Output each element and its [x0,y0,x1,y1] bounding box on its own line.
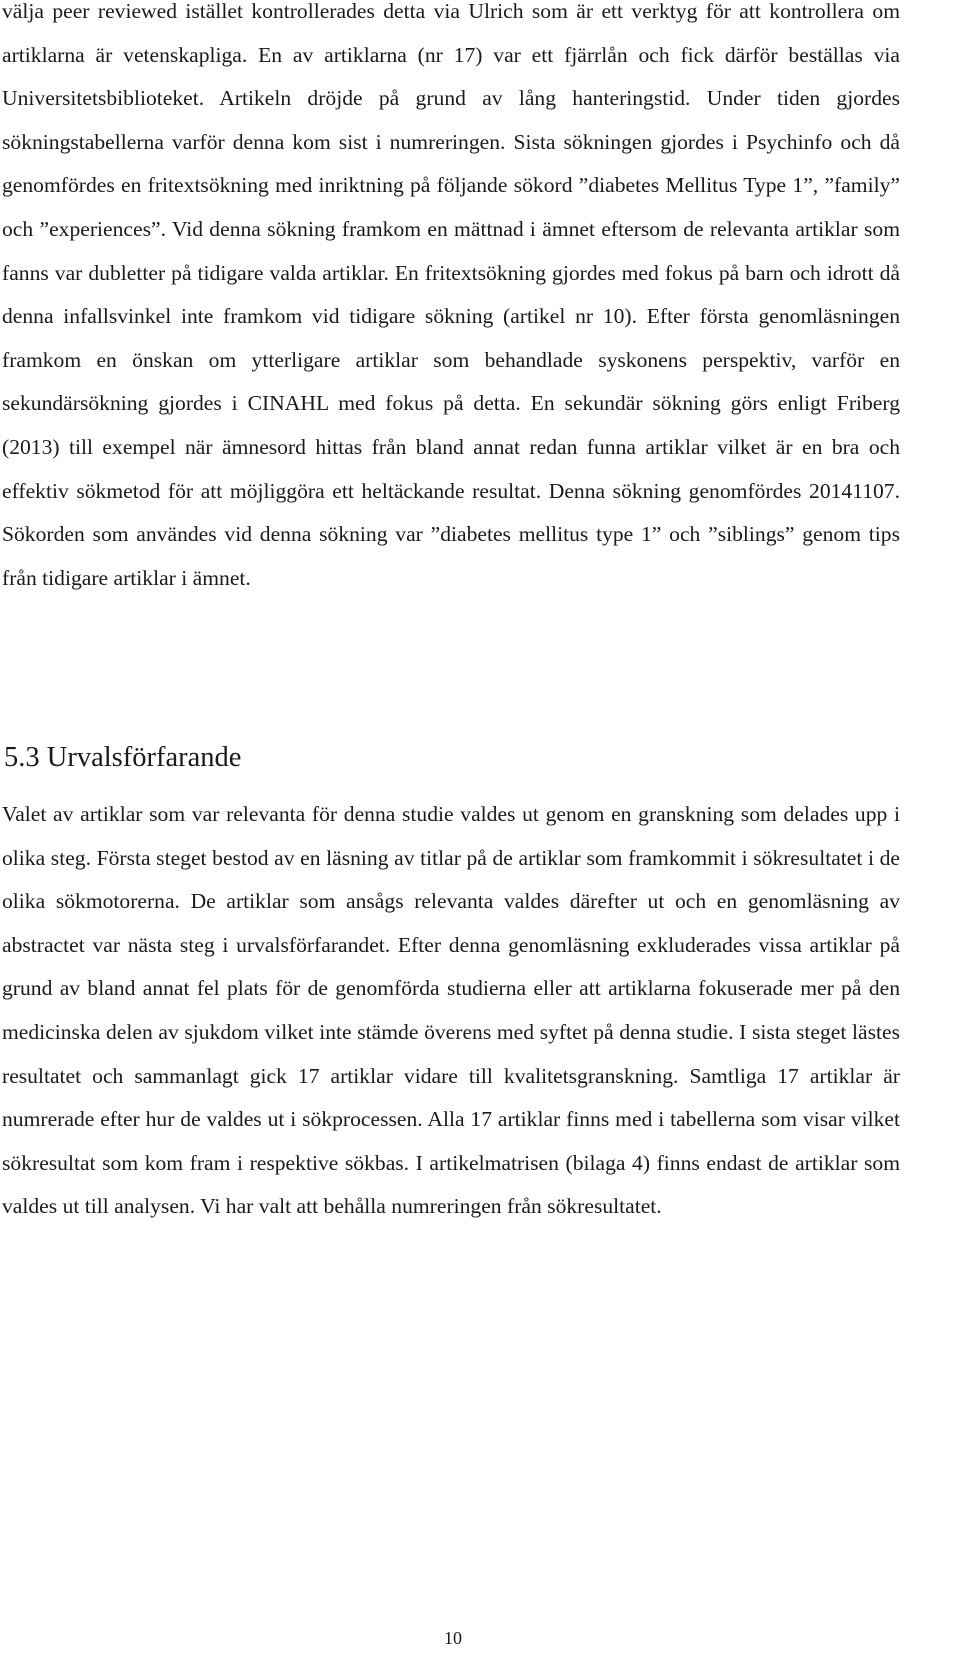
section-heading: 5.3 Urvalsförfarande [4,742,242,773]
body-paragraph-search-process: välja peer reviewed istället kontrollerades detta via Ulrich som är ett verktyg för att kontrollera om artiklarna är vetenskapliga. En av artiklarna (nr 17) var ett fjärrlån och fick därför beställas via Universitetsbiblioteket. Artikeln dröjde på grund av lång hanteringstid. Under tiden gjordes sökningstabellerna varför denna kom sist i numreringen. Sista sökningen gjordes i Psychinfo och då genomfördes en fritextsökning med inriktning på följande sökord ”diabetes Mellitus Type 1”, ”family” och ”experiences”. Vid denna sökning framkom en mättnad i ämnet eftersom de relevanta artiklar som fanns var dubletter på tidigare valda artiklar. En fritextsökning gjordes med fokus på barn och idrott då denna infallsvinkel inte framkom vid tidigare sökning (artikel nr 10). Efter första genomläsningen framkom en önskan om ytterligare artiklar som behandlade syskonens perspektiv, varför en sekundärsökning gjordes i CINAHL med fokus på detta. En sekundär sökning görs enligt Friberg (2013) till exempel när ämnesord hittas från bland annat redan funna artiklar vilket är en bra och effektiv sökmetod för att möjliggöra ett heltäckande resultat. Denna sökning genomfördes 20141107. Sökorden som användes vid denna sökning var ”diabetes mellitus type 1” och ”siblings” genom tips från tidigare artiklar i ämnet. [2,0,900,590]
page-number: 10 [444,1628,462,1648]
body-paragraph-selection-procedure: Valet av artiklar som var relevanta för denna studie valdes ut genom en granskning som delades upp i olika steg. Första steget bestod av en läsning av titlar på de artiklar som framkommit i sökresultatet i de olika sökmotorerna. De artiklar som ansågs relevanta valdes därefter ut och en genomläsning av abstractet var nästa steg i urvalsförfarandet. Efter denna genomläsning exkluderades vissa artiklar på grund av bland annat fel plats för de genomförda studierna eller att artiklarna fokuserade mer på den medicinska delen av sjukdom vilket inte stämde överens med syftet på denna studie. I sista steget lästes resultatet och sammanlagt gick 17 artiklar vidare till kvalitetsgranskning. Samtliga 17 artiklar är numrerade efter hur de valdes ut i sökprocessen. Alla 17 artiklar finns med i tabellerna som visar vilket sökresultat som kom fram i respektive sökbas. I artikelmatrisen (bilaga 4) finns endast de artiklar som valdes ut till analysen. Vi har valt att behålla numreringen från sökresultatet. [2,802,900,1219]
